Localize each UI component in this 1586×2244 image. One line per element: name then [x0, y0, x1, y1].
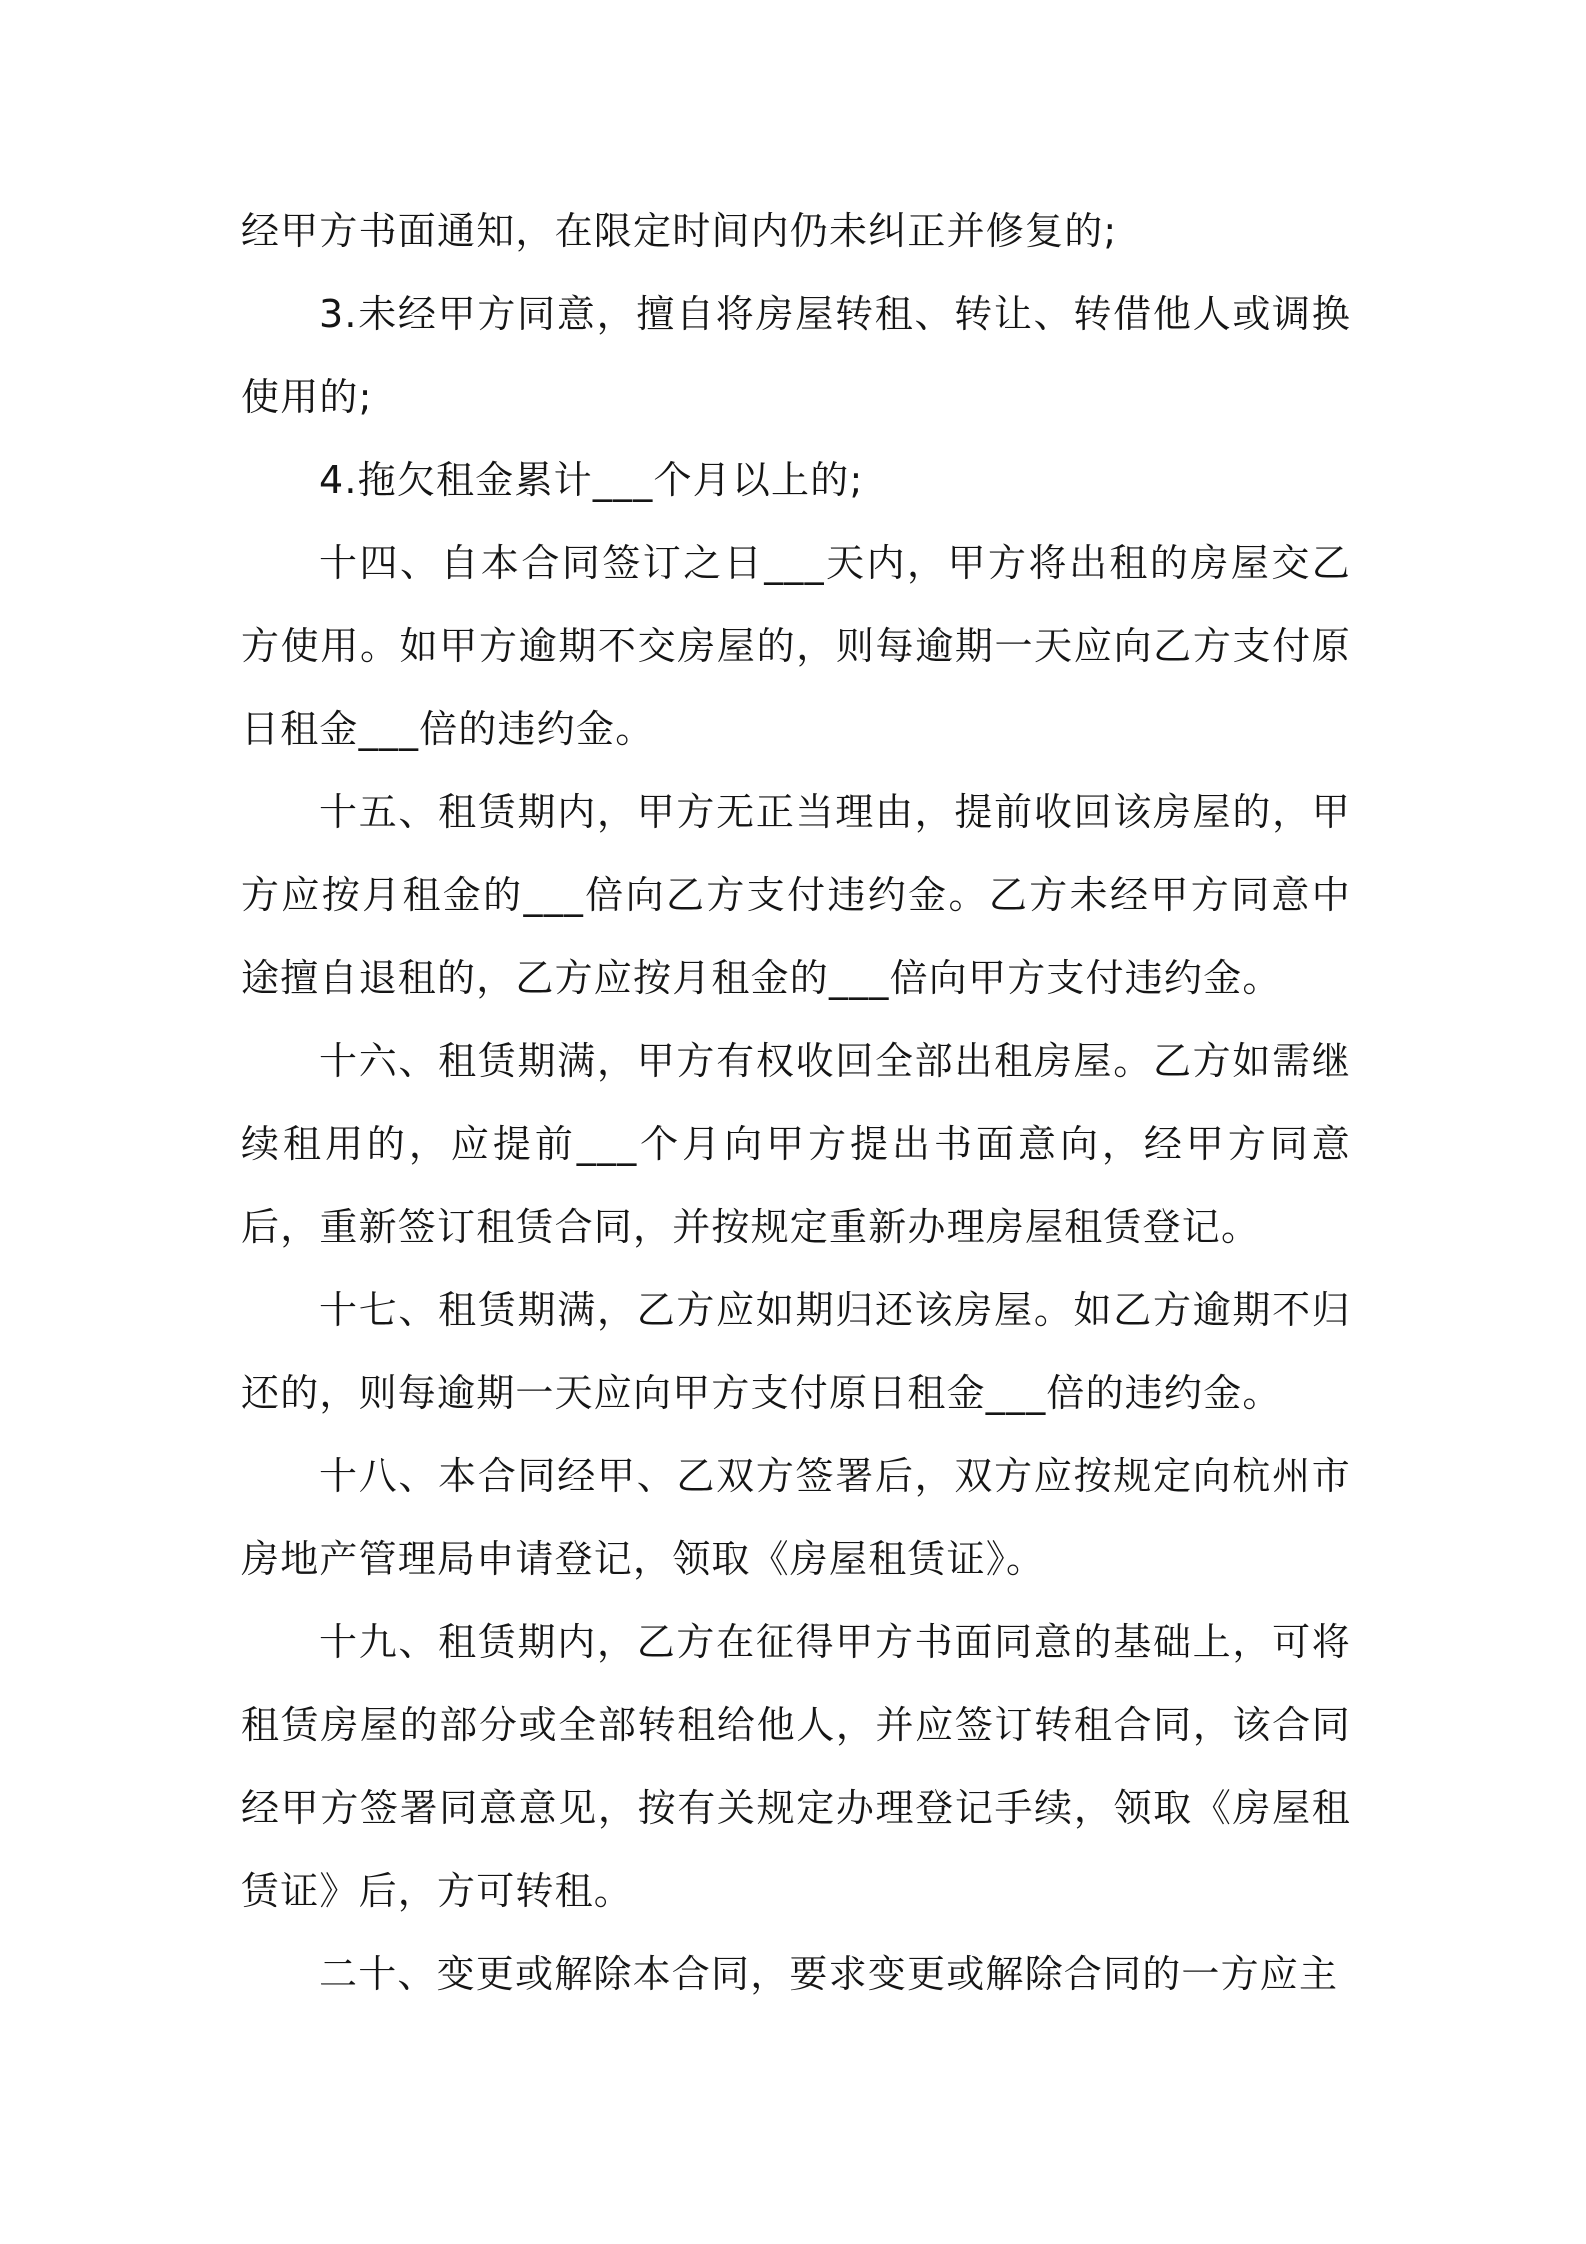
- paragraph-clause-18: 十八、本合同经甲、乙双方签署后，双方应按规定向杭州市房地产管理局申请登记，领取《房屋租赁证》。: [241, 1454, 1351, 1581]
- paragraph-clause-14: 十四、自本合同签订之日___天内，甲方将出租的房屋交乙方使用。如甲方逾期不交房屋的，则每逾期一天应向乙方支付原日租金___倍的违约金。: [241, 541, 1351, 751]
- paragraph-continuation: 经甲方书面通知，在限定时间内仍未纠正并修复的;: [241, 209, 1118, 253]
- paragraph-item-4: 4.拖欠租金累计___个月以上的;: [319, 458, 864, 502]
- paragraph-clause-19: 十九、租赁期内，乙方在征得甲方书面同意的基础上，可将租赁房屋的部分或全部转租给他人，并应签订转租合同，该合同经甲方签署同意意见，按有关规定办理登记手续，领取《房屋租赁证》后，方可转租。: [241, 1620, 1351, 1913]
- paragraph-clause-15: 十五、租赁期内，甲方无正当理由，提前收回该房屋的，甲方应按月租金的___倍向乙方支付违约金。乙方未经甲方同意中途擅自退租的，乙方应按月租金的___倍向甲方支付违约金。: [241, 790, 1351, 1000]
- contract-text-body: [241, 190, 1351, 2016]
- paragraph-clause-20: 二十、变更或解除本合同，要求变更或解除合同的一方应主: [319, 1952, 1339, 1996]
- paragraph-clause-17: 十七、租赁期满，乙方应如期归还该房屋。如乙方逾期不归还的，则每逾期一天应向甲方支付原日租金___倍的违约金。: [241, 1288, 1351, 1415]
- paragraph-clause-16: 十六、租赁期满，甲方有权收回全部出租房屋。乙方如需继续租用的，应提前___个月向甲方提出书面意向，经甲方同意后，重新签订租赁合同，并按规定重新办理房屋租赁登记。: [241, 1039, 1351, 1249]
- paragraph-item-3: 3.未经甲方同意，擅自将房屋转租、转让、转借他人或调换使用的;: [241, 292, 1351, 419]
